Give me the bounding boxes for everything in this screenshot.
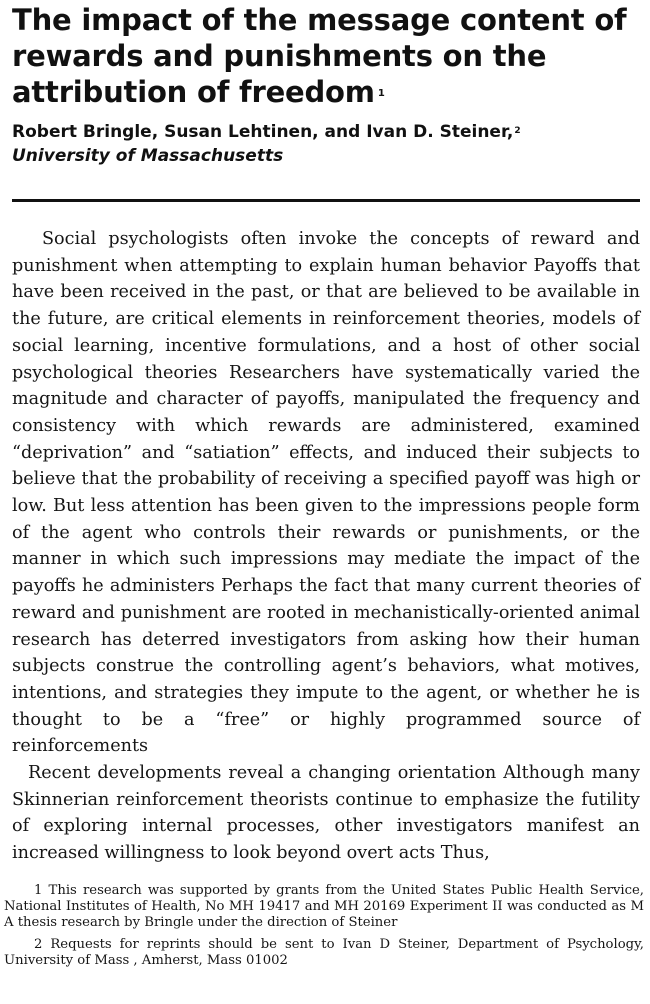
body-paragraph: Social psychologists often invoke the concepts of reward and punishment when attempting to explain human behavior Payoffs that have been received in the past, or that are believed to be available in the future, are critical elements in reinforcement theories, models of social learning, incentive formulations, and a host of other social psychological theories Researchers have systematically varied the magnitude and character of payoffs, manipulated the frequency and consistency with which rewards are administered, examined “deprivation” and “satiation” effects, and induced their subjects to believe that the probability of receiving a specified payoff was high or low. But less attention has been given to the impressions people form of the agent who controls their rewards or punishments, or the manner in which such impressions may mediate the impact of the payoffs he administers Perhaps the fact that many current theories of reward and punishment are rooted in mechanistically-oriented animal research has deterred investigators from asking how their human subjects construe the controlling agent’s behaviors, what motives, intentions, and strategies they impute to the agent, or whether he is thought to be a “free” or highly programmed source of reinforcements bbox=[12, 229, 640, 757]
header-divider bbox=[12, 199, 640, 202]
title-footnote-marker: 1 bbox=[377, 88, 385, 99]
article-title bbox=[12, 0, 640, 110]
footnote-2: 2 Requests for reprints should be sent to Ivan D Steiner, Department of Psychology, University of Mass , Amherst, Mass 01002 bbox=[4, 937, 644, 968]
author-list bbox=[12, 120, 640, 144]
body-paragraph: Recent developments reveal a changing orientation Although many Skinnerian reinforcement theorists continue to emphasize the futility of exploring internal processes, other investigators manifest an increased willingness to look beyond overt acts Thus, bbox=[12, 763, 640, 864]
footnote-1: 1 This research was supported by grants from the United States Public Health Service, National Institutes of Health, No MH 19417 and MH 20169 Experiment II was conducted as M A thesis research by Bringle under the direction of Steiner bbox=[4, 883, 644, 930]
footnotes bbox=[4, 883, 644, 975]
author-footnote-marker: 2 bbox=[514, 126, 521, 136]
article-body bbox=[12, 226, 640, 867]
author-affiliation: University of Massachusetts bbox=[12, 146, 284, 166]
author-names: Robert Bringle, Susan Lehtinen, and Ivan D. Steiner, bbox=[12, 122, 514, 142]
article-title-text: The impact of the message content of rewards and punishments on the attribution of freedom bbox=[12, 3, 627, 109]
